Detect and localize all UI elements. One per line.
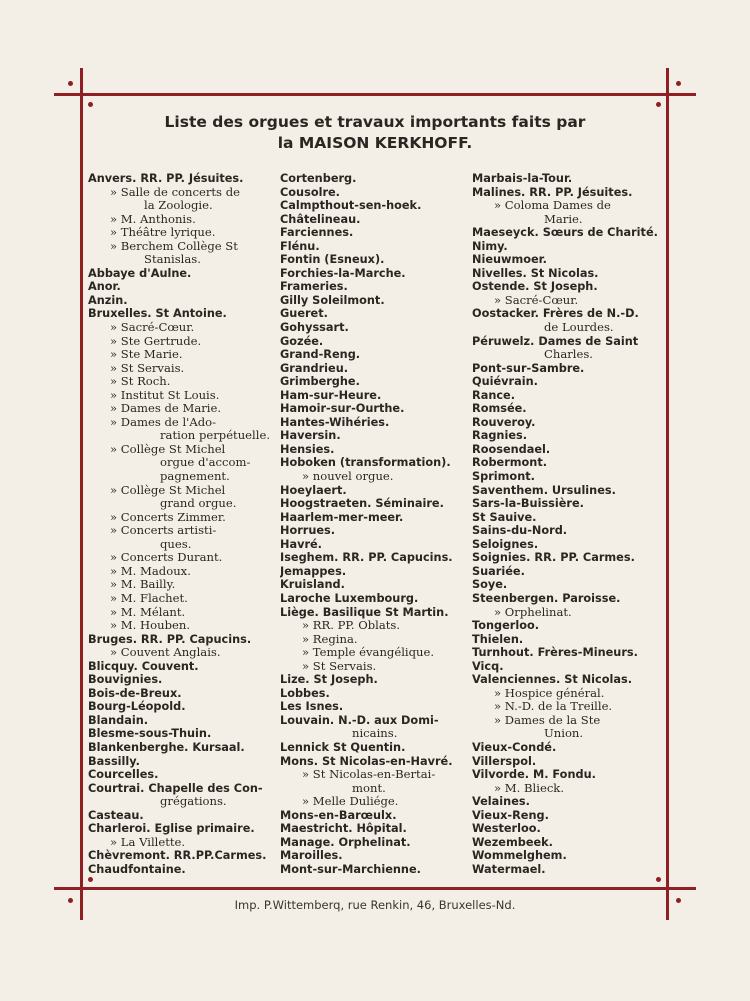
- list-item: Nieuwmoer.: [472, 253, 547, 267]
- corner-ornament-tr: [676, 81, 681, 86]
- list-item: Marbais-la-Tour.: [472, 172, 573, 185]
- list-item: Turnhout. Frères-Mineurs.: [472, 646, 638, 660]
- list-item: » M. Mélant.: [110, 605, 186, 619]
- list-item: Westerloo.: [472, 822, 541, 836]
- list-item: Péruwelz. Dames de Saint: [472, 334, 639, 348]
- list-item: » Temple évangélique.: [302, 646, 435, 660]
- list-item: » Concerts Durant.: [110, 551, 223, 565]
- list-item: ration perpétuelle.: [160, 429, 271, 443]
- list-item: Havré.: [280, 537, 322, 551]
- list-item: » Ste Marie.: [110, 348, 183, 362]
- list-item: Gilly Soleilmont.: [280, 293, 385, 307]
- corner-ornament-bl2: [88, 877, 93, 882]
- list-item: » La Villette.: [110, 835, 186, 849]
- corner-ornament-bl: [68, 898, 73, 903]
- printer-imprint: Imp. P.Wittemberq, rue Renkin, 46, Bruxelles-Nd.: [234, 898, 516, 912]
- list-item: » M. Houben.: [110, 619, 191, 633]
- corner-ornament-br2: [656, 877, 661, 882]
- list-item: Bois-de-Breux.: [88, 686, 182, 700]
- list-column-3: [472, 172, 664, 876]
- list-item: Stanislas.: [144, 253, 201, 267]
- list-item: de Lourdes.: [544, 321, 614, 335]
- list-item: grand orgue.: [160, 497, 237, 511]
- list-item: Lize. St Joseph.: [280, 673, 378, 687]
- list-item: » M. Anthonis.: [110, 212, 196, 226]
- list-item: Blandain.: [88, 713, 149, 727]
- list-item: Hoogstraeten. Séminaire.: [280, 497, 444, 511]
- list-item: Hantes-Wihéries.: [280, 415, 390, 429]
- list-item: Blicquy. Couvent.: [88, 659, 199, 673]
- list-item: Iseghem. RR. PP. Capucins.: [280, 551, 453, 565]
- list-item: Oostacker. Frères de N.-D.: [472, 307, 639, 321]
- list-item: Velaines.: [472, 795, 530, 809]
- list-item: Wommelghem.: [472, 849, 567, 863]
- list-item: » Collège St Michel: [110, 442, 226, 456]
- list-item: » M. Blieck.: [494, 781, 565, 795]
- list-item: » Regina.: [302, 632, 358, 646]
- list-item: Forchies-la-Marche.: [280, 266, 406, 280]
- list-item: Wezembeek.: [472, 835, 553, 849]
- list-item: Farciennes.: [280, 226, 354, 240]
- list-item: grégations.: [160, 795, 227, 809]
- border-right-rule: [666, 68, 669, 920]
- list-item: Kruisland.: [280, 578, 345, 592]
- list-item: » M. Madoux.: [110, 564, 191, 578]
- list-item: Ragnies.: [472, 429, 528, 443]
- list-item: Gohyssart.: [280, 321, 349, 335]
- list-item: Châtelineau.: [280, 212, 361, 226]
- corner-ornament-tl: [68, 81, 73, 86]
- list-item: Steenbergen. Paroisse.: [472, 591, 621, 605]
- list-item: Tongerloo.: [472, 619, 540, 633]
- list-item: Les Isnes.: [280, 700, 344, 714]
- list-item: » St Roch.: [110, 375, 171, 389]
- corner-ornament-tr2: [656, 102, 661, 107]
- list-item: ques.: [160, 537, 192, 551]
- document-title: [84, 112, 666, 154]
- list-item: Bourg-Léopold.: [88, 700, 186, 714]
- list-item: » M. Bailly.: [110, 578, 176, 592]
- list-item: Hamoir-sur-Ourthe.: [280, 402, 405, 416]
- list-item: Saventhem. Ursulines.: [472, 483, 616, 497]
- list-item: » Dames de la Ste: [494, 713, 601, 727]
- list-item: Maestricht. Hôpital.: [280, 822, 407, 836]
- list-item: » Ste Gertrude.: [110, 334, 202, 348]
- list-item: Bassilly.: [88, 754, 140, 768]
- list-item: St Sauive.: [472, 510, 537, 524]
- list-item: Grand-Reng.: [280, 348, 361, 362]
- list-item: » Concerts Zimmer.: [110, 510, 226, 524]
- list-item: Flénu.: [280, 239, 320, 253]
- list-item: Malines. RR. PP. Jésuites.: [472, 185, 633, 199]
- list-item: Vieux-Condé.: [472, 740, 557, 754]
- list-item: pagnement.: [160, 470, 230, 484]
- list-item: » Théâtre lyrique.: [110, 226, 216, 240]
- list-item: » St Servais.: [110, 361, 185, 375]
- list-item: Rance.: [472, 388, 516, 402]
- list-item: Bruxelles. St Antoine.: [88, 307, 227, 321]
- list-item: Haversin.: [280, 429, 341, 443]
- list-item: » St Nicolas-en-Bertai-: [302, 768, 436, 782]
- list-item: Gozée.: [280, 334, 324, 348]
- list-item: Valenciennes. St Nicolas.: [472, 673, 633, 687]
- list-item: mont.: [352, 781, 386, 795]
- list-item: » Berchem Collège St: [110, 239, 238, 253]
- list-item: » Dames de l'Ado-: [110, 415, 217, 429]
- list-item: » Concerts artisti-: [110, 524, 217, 538]
- list-item: » N.-D. de la Treille.: [494, 700, 613, 714]
- list-item: » Melle Duliége.: [302, 795, 399, 809]
- list-item: Hensies.: [280, 442, 335, 456]
- list-item: » M. Flachet.: [110, 591, 188, 605]
- list-item: Maeseyck. Sœurs de Charité.: [472, 226, 658, 240]
- list-item: Louvain. N.-D. aux Domi-: [280, 713, 439, 727]
- list-item: Roosendael.: [472, 442, 551, 456]
- list-item: Liège. Basilique St Martin.: [280, 605, 449, 619]
- list-item: Cousolre.: [280, 185, 340, 199]
- list-item: Vicq.: [472, 659, 504, 673]
- list-item: » Coloma Dames de: [494, 199, 611, 213]
- list-item: Courcelles.: [88, 768, 159, 782]
- list-item: » St Servais.: [302, 659, 377, 673]
- list-item: » Couvent Anglais.: [110, 646, 221, 660]
- list-item: Manage. Orphelinat.: [280, 835, 411, 849]
- list-item: Pont-sur-Sambre.: [472, 361, 585, 375]
- list-item: orgue d'accom-: [160, 456, 251, 470]
- list-item: » Institut St Louis.: [110, 388, 220, 402]
- list-item: Grandrieu.: [280, 361, 349, 375]
- list-item: Bouvignies.: [88, 673, 163, 687]
- list-item: Marie.: [544, 212, 583, 226]
- list-item: Lobbes.: [280, 686, 330, 700]
- list-item: Villerspol.: [472, 754, 537, 768]
- list-item: Sains-du-Nord.: [472, 524, 568, 538]
- list-item: Sars-la-Buissière.: [472, 497, 584, 511]
- list-item: Jemappes.: [280, 564, 347, 578]
- list-item: Watermael.: [472, 862, 546, 876]
- list-item: la Zoologie.: [144, 199, 213, 213]
- list-item: Courtrai. Chapelle des Con-: [88, 781, 263, 795]
- list-item: » nouvel orgue.: [302, 470, 394, 484]
- list-item: Quiévrain.: [472, 375, 538, 389]
- corner-ornament-tl2: [88, 102, 93, 107]
- list-column-1: [88, 172, 278, 876]
- title-line-2: la MAISON KERKHOFF.: [277, 134, 473, 152]
- list-item: nicains.: [352, 727, 398, 741]
- list-item: Hoboken (transformation).: [280, 456, 451, 470]
- list-item: Laroche Luxembourg.: [280, 591, 419, 605]
- list-item: Calmpthout-sen-hoek.: [280, 199, 422, 213]
- list-item: Ham-sur-Heure.: [280, 388, 382, 402]
- list-item: Romsée.: [472, 402, 527, 416]
- list-item: Suariée.: [472, 564, 525, 578]
- list-item: Fontin (Esneux).: [280, 253, 385, 267]
- list-item: Mons. St Nicolas-en-Havré.: [280, 754, 453, 768]
- list-item: Anvers. RR. PP. Jésuites.: [88, 172, 244, 185]
- list-item: Charleroi. Eglise primaire.: [88, 822, 255, 836]
- list-column-2: [280, 172, 470, 876]
- list-item: Maroilles.: [280, 849, 343, 863]
- list-item: Thielen.: [472, 632, 524, 646]
- list-item: Robermont.: [472, 456, 548, 470]
- list-item: Union.: [544, 727, 584, 741]
- list-item: Vilvorde. M. Fondu.: [472, 768, 596, 782]
- list-item: » Orphelinat.: [494, 605, 572, 619]
- list-item: Anzin.: [88, 293, 128, 307]
- title-line-1: Liste des orgues et travaux importants faits par: [164, 113, 586, 131]
- list-item: Blankenberghe. Kursaal.: [88, 740, 245, 754]
- border-left-rule: [80, 68, 83, 920]
- list-item: Anor.: [88, 280, 121, 294]
- list-item: Gueret.: [280, 307, 328, 321]
- list-item: » Collège St Michel: [110, 483, 226, 497]
- list-item: Nimy.: [472, 239, 508, 253]
- list-item: Soignies. RR. PP. Carmes.: [472, 551, 635, 565]
- list-item: Rouveroy.: [472, 415, 536, 429]
- list-item: » RR. PP. Oblats.: [302, 619, 401, 633]
- list-item: Hoeylaert.: [280, 483, 347, 497]
- list-item: Soye.: [472, 578, 508, 592]
- list-item: Blesme-sous-Thuin.: [88, 727, 212, 741]
- list-item: Chèvremont. RR.PP.Carmes.: [88, 849, 267, 863]
- list-item: Frameries.: [280, 280, 348, 294]
- list-item: Abbaye d'Aulne.: [88, 266, 192, 280]
- list-item: Charles.: [544, 348, 593, 362]
- list-item: Horrues.: [280, 524, 336, 538]
- corner-ornament-br: [676, 898, 681, 903]
- list-item: Seloignes.: [472, 537, 539, 551]
- list-item: Haarlem-mer-meer.: [280, 510, 404, 524]
- list-item: » Salle de concerts de: [110, 185, 240, 199]
- list-item: Chaudfontaine.: [88, 862, 186, 876]
- list-item: Vieux-Reng.: [472, 808, 549, 822]
- list-item: Mont-sur-Marchienne.: [280, 862, 421, 876]
- list-item: Cortenberg.: [280, 172, 357, 185]
- list-item: Bruges. RR. PP. Capucins.: [88, 632, 252, 646]
- list-item: Lennick St Quentin.: [280, 740, 406, 754]
- list-item: Nivelles. St Nicolas.: [472, 266, 599, 280]
- list-item: » Hospice général.: [494, 686, 605, 700]
- list-item: Sprimont.: [472, 470, 535, 484]
- list-item: » Dames de Marie.: [110, 402, 222, 416]
- list-item: » Sacré-Cœur.: [494, 293, 579, 307]
- list-item: » Sacré-Cœur.: [110, 321, 195, 335]
- border-top-rule: [54, 93, 696, 96]
- list-item: Casteau.: [88, 808, 144, 822]
- list-item: Ostende. St Joseph.: [472, 280, 598, 294]
- border-bottom-rule: [54, 887, 696, 890]
- list-item: Mons-en-Barœulx.: [280, 808, 397, 822]
- list-item: Grimberghe.: [280, 375, 360, 389]
